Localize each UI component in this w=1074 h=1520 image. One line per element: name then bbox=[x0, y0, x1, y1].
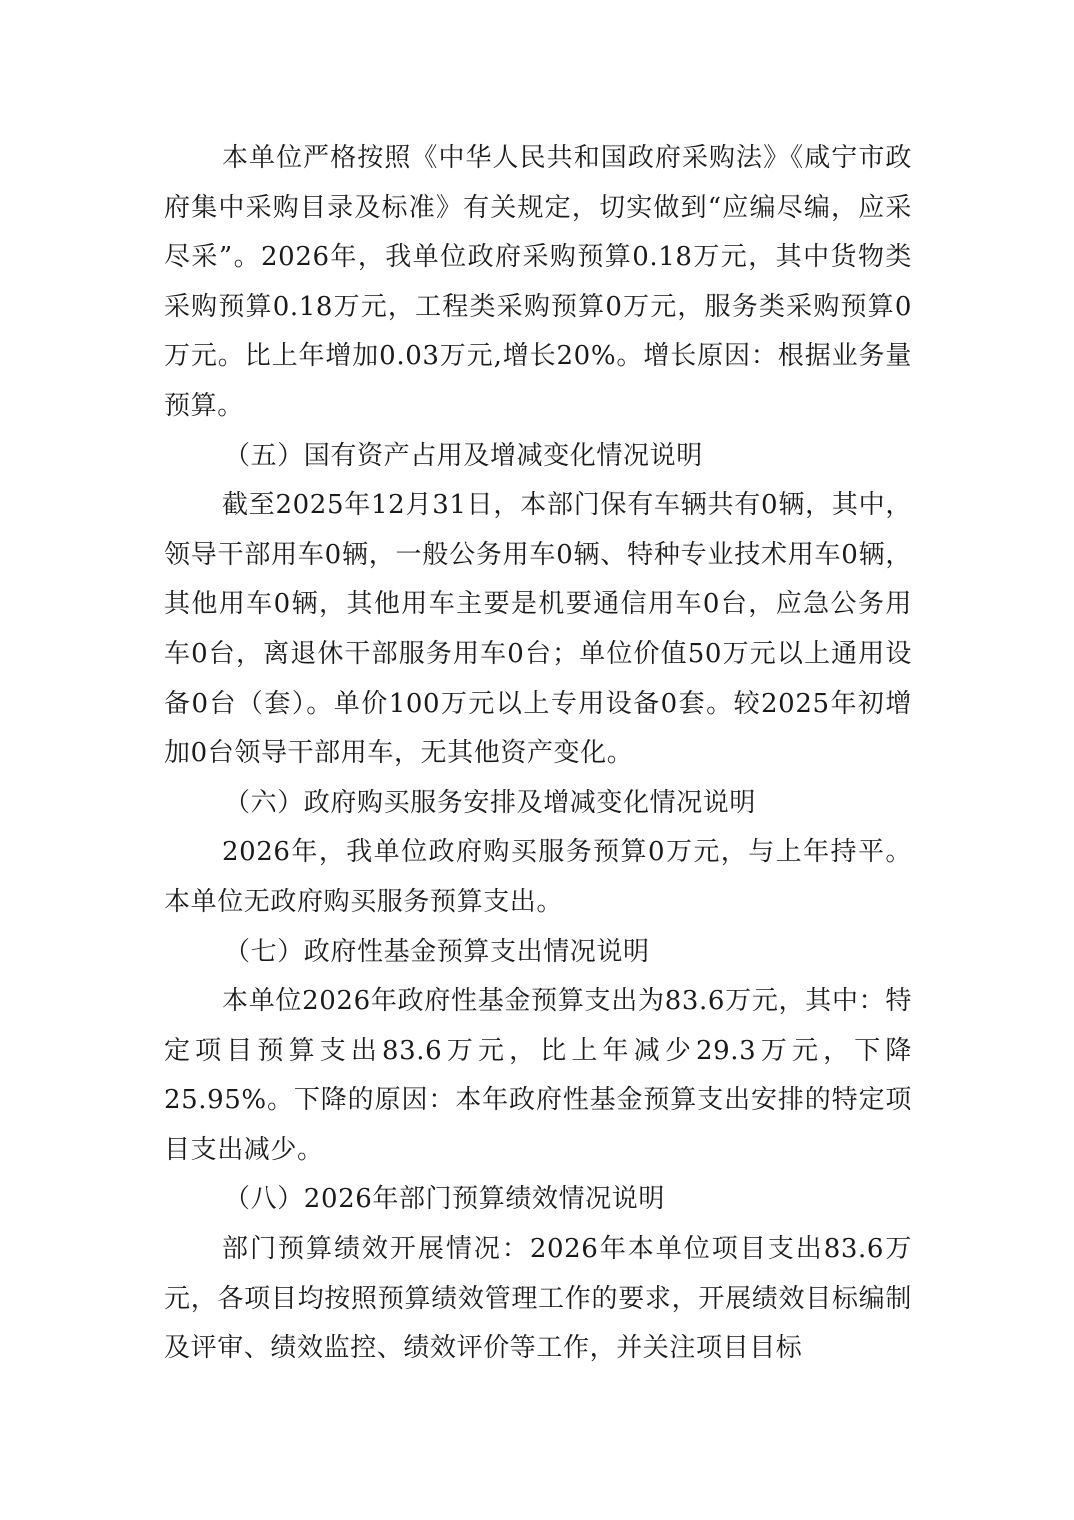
paragraph-procurement: 本单位严格按照《中华人民共和国政府采购法》《咸宁市政府集中采购目录及标准》有关规定，切实做到“应编尽编，应采尽采”。2026年，我单位政府采购预算0.18万元，其中货物类采购预算0.18万元，工程类采购预算0万元，服务类采购预算0万元。比上年增加0.03万元,增长20%。增长原因：根据业务量预算。 bbox=[164, 143, 912, 421]
section-heading-5: （五）国有资产占用及增减变化情况说明 bbox=[224, 440, 703, 471]
paragraph-fund-budget: 本单位2026年政府性基金预算支出为83.6万元，其中：特定项目预算支出83.6万元，比上年减少29.3万元，下降25.95%。下降的原因：本年政府性基金预算支出安排的特定项目支出减少。 bbox=[164, 986, 912, 1165]
section-heading-8: （八）2026年部门预算绩效情况说明 bbox=[224, 1184, 665, 1215]
paragraph-performance: 部门预算绩效开展情况：2026年本单位项目支出83.6万元，各项目均按照预算绩效管理工作的要求，开展绩效目标编制及评审、绩效监控、绩效评价等工作，并关注项目目标 bbox=[164, 1234, 912, 1364]
paragraph-assets: 截至2025年12月31日，本部门保有车辆共有0辆，其中，领导干部用车0辆，一般公务用车0辆、特种专业技术用车0辆，其他用车0辆，其他用车主要是机要通信用车0台，应急公务用车0台，离退休干部服务用车0台；单位价值50万元以上通用设备0台（套）。单价100万元以上专用设备0套。较2025年初增加0台领导干部用车，无其他资产变化。 bbox=[164, 490, 912, 769]
section-heading-6: （六）政府购买服务安排及增减变化情况说明 bbox=[224, 787, 757, 818]
section-heading-7: （七）政府性基金预算支出情况说明 bbox=[224, 936, 650, 967]
document-body bbox=[164, 134, 912, 1374]
paragraph-services: 2026年，我单位政府购买服务预算0万元，与上年持平。本单位无政府购买服务预算支出。 bbox=[164, 837, 912, 917]
